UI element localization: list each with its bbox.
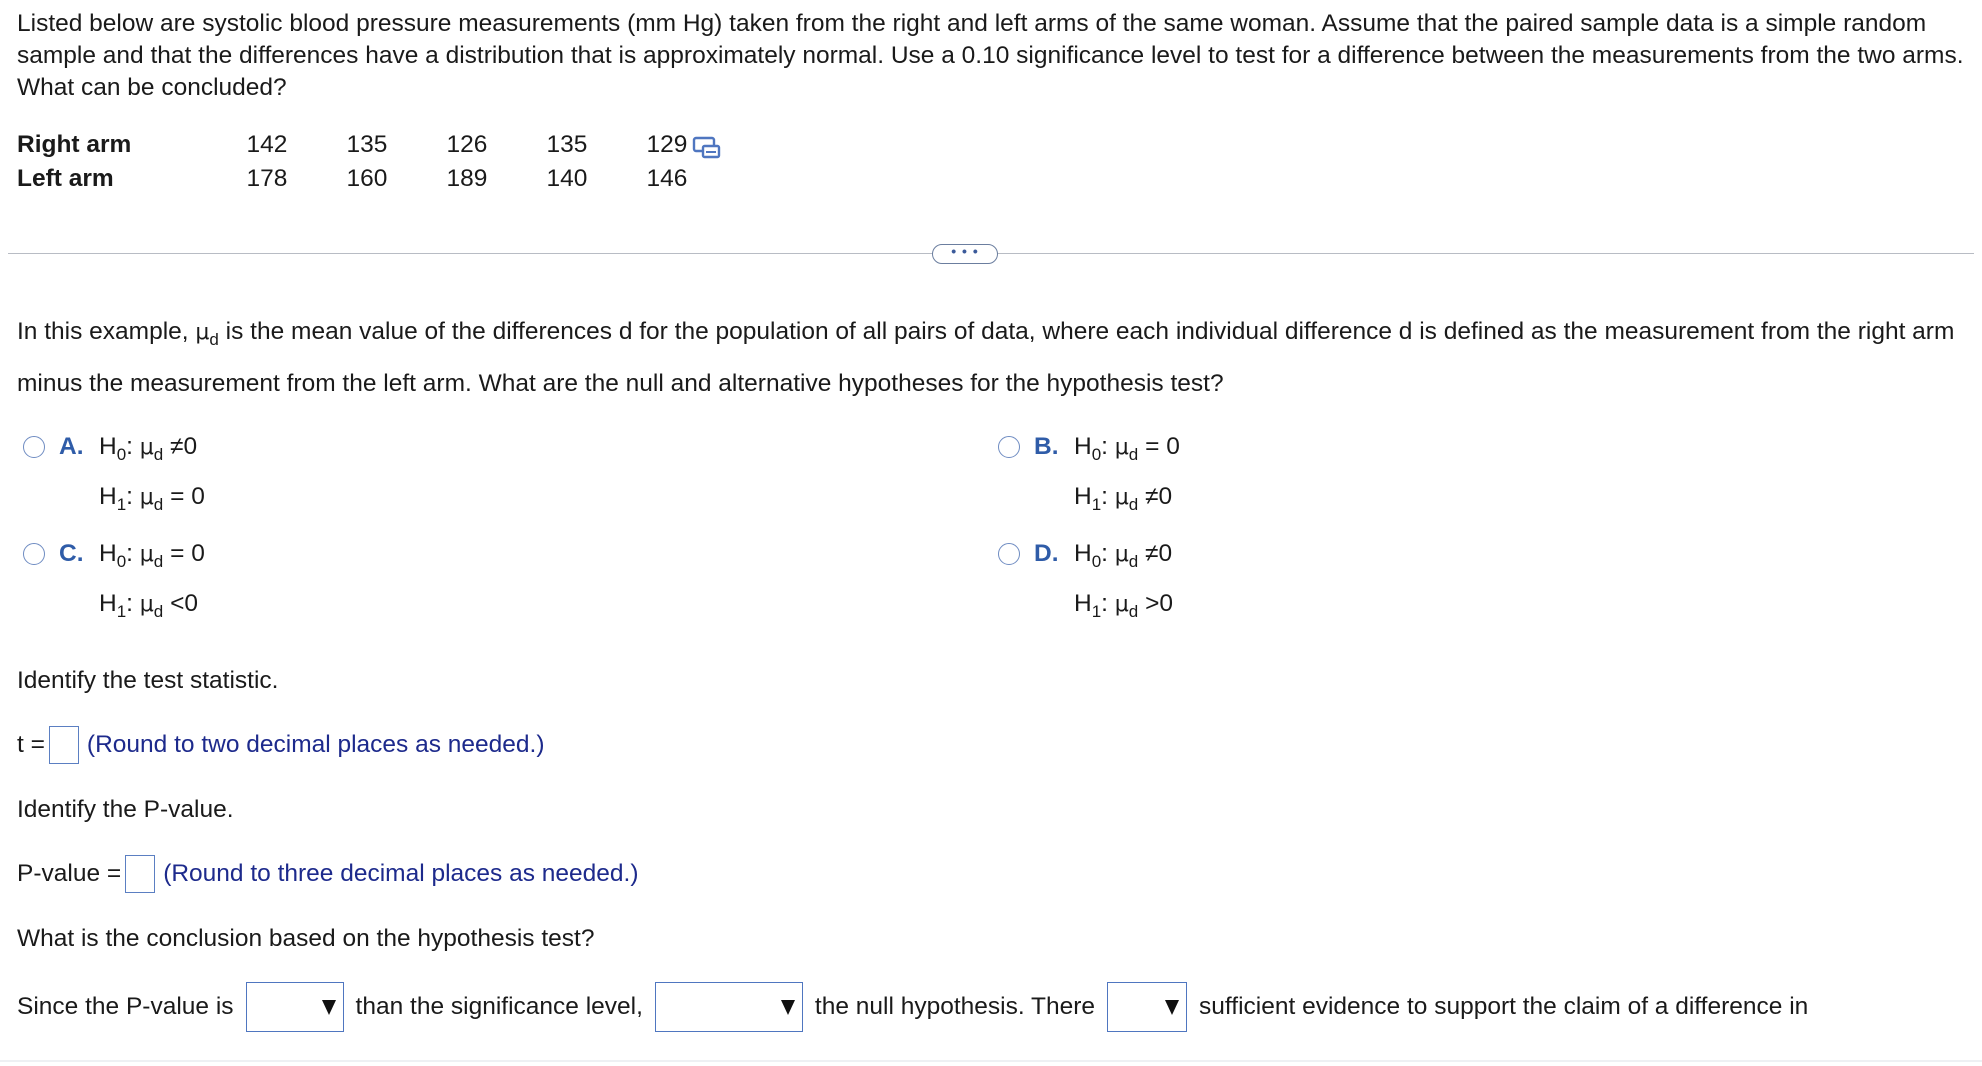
alternative-hypothesis: $H_1$: $\mu_d <0$ xyxy=(99,590,199,621)
reject-decision-select[interactable] xyxy=(655,982,803,1032)
question-text-after: is the mean value of the differences d for the population of all pairs of data, where each individual difference d is defined as the measurement from the right arm minus the measurement from the left arm. What are the null and alternative hypotheses for the hypothesis test? xyxy=(17,318,1955,397)
option-letter: D. xyxy=(1034,540,1059,567)
table-cell: 135 xyxy=(346,131,388,158)
table-cell: 135 xyxy=(546,131,588,158)
select-value xyxy=(247,983,315,1031)
conclusion-row xyxy=(17,982,1808,1032)
option-d[interactable] xyxy=(998,537,1173,633)
option-letter: B. xyxy=(1034,433,1059,460)
p-value-label: P-value = xyxy=(17,860,122,887)
table-cell: 160 xyxy=(346,165,388,192)
select-value xyxy=(1108,983,1158,1031)
test-statistic-prompt: Identify the test statistic. xyxy=(17,667,279,694)
table-cell: 178 xyxy=(246,165,288,192)
table-cell: 126 xyxy=(446,131,488,158)
conclusion-prompt: What is the conclusion based on the hypothesis test? xyxy=(17,925,595,952)
hypotheses xyxy=(99,533,205,633)
p-value-input[interactable] xyxy=(125,855,155,893)
question-text-before: In this example, xyxy=(17,318,196,345)
option-b[interactable] xyxy=(998,430,1180,526)
dropdown-arrow-icon xyxy=(774,983,802,1031)
radio-button-a[interactable] xyxy=(23,436,45,458)
hypotheses xyxy=(1074,426,1180,526)
t-label: t = xyxy=(17,731,45,758)
evidence-select[interactable] xyxy=(1107,982,1187,1032)
p-value-prompt: Identify the P-value. xyxy=(17,796,234,823)
test-statistic-row xyxy=(17,726,545,764)
round-hint: (Round to three decimal places as needed.) xyxy=(163,860,639,887)
problem-statement: Listed below are systolic blood pressure measurements (mm Hg) taken from the right and left arms of the same woman. Assume that the paired sample data is a simple random sample and that the differences have a distribution that is approximately normal. Use a 0.10 significance level to test for a difference between the measurements from the two arms. What can be concluded? xyxy=(17,10,1964,101)
hypotheses xyxy=(1074,533,1173,633)
option-a[interactable] xyxy=(23,430,205,526)
alternative-hypothesis: $H_1$: $\mu_d >0$ xyxy=(1074,590,1174,621)
conclusion-text-2: than the significance level, xyxy=(355,993,643,1020)
alternative-hypothesis: $H_1$: $\mu_d \ne 0$ xyxy=(1074,483,1173,514)
mu-symbol: μ xyxy=(195,320,210,345)
radio-button-b[interactable] xyxy=(998,436,1020,458)
select-value xyxy=(656,983,774,1031)
copy-data-icon[interactable] xyxy=(692,135,722,161)
null-hypothesis: $H_0$: $\mu_d \ne 0$ xyxy=(1074,540,1173,571)
conclusion-text-1: Since the P-value is xyxy=(17,993,234,1020)
table-cell: 146 xyxy=(646,165,688,192)
conclusion-text-3: the null hypothesis. There xyxy=(814,993,1096,1020)
option-c[interactable] xyxy=(23,537,205,633)
null-hypothesis: $H_0$: $\mu_d \ne 0$ xyxy=(99,433,198,464)
radio-button-d[interactable] xyxy=(998,543,1020,565)
p-value-row xyxy=(17,855,639,893)
data-table xyxy=(17,128,717,196)
table-cell: 140 xyxy=(546,165,588,192)
pvalue-comparison-select[interactable] xyxy=(246,982,344,1032)
table-row xyxy=(17,162,717,196)
option-letter: C. xyxy=(59,540,84,567)
t-statistic-input[interactable] xyxy=(49,726,79,764)
table-row xyxy=(17,128,717,162)
table-cell: 129 xyxy=(646,131,688,158)
row-label: Right arm xyxy=(17,131,132,158)
expand-more-button[interactable]: • • • xyxy=(932,244,998,264)
null-hypothesis: $H_0$: $\mu_d = 0$ xyxy=(99,540,205,571)
hypotheses xyxy=(99,426,205,526)
table-cell: 142 xyxy=(246,131,288,158)
round-hint: (Round to two decimal places as needed.) xyxy=(86,731,545,758)
table-cell: 189 xyxy=(446,165,488,192)
radio-button-c[interactable] xyxy=(23,543,45,565)
dropdown-arrow-icon xyxy=(1158,983,1186,1031)
bottom-divider xyxy=(0,1060,1982,1062)
alternative-hypothesis: $H_1$: $\mu_d = 0$ xyxy=(99,483,205,514)
conclusion-text-4: sufficient evidence to support the claim of a difference in xyxy=(1199,993,1809,1020)
mu-subscript: d xyxy=(209,330,219,349)
question-text xyxy=(17,310,1967,406)
null-hypothesis: $H_0$: $\mu_d = 0$ xyxy=(1074,433,1180,464)
row-label: Left arm xyxy=(17,165,114,192)
option-letter: A. xyxy=(59,433,84,460)
dropdown-arrow-icon xyxy=(315,983,343,1031)
